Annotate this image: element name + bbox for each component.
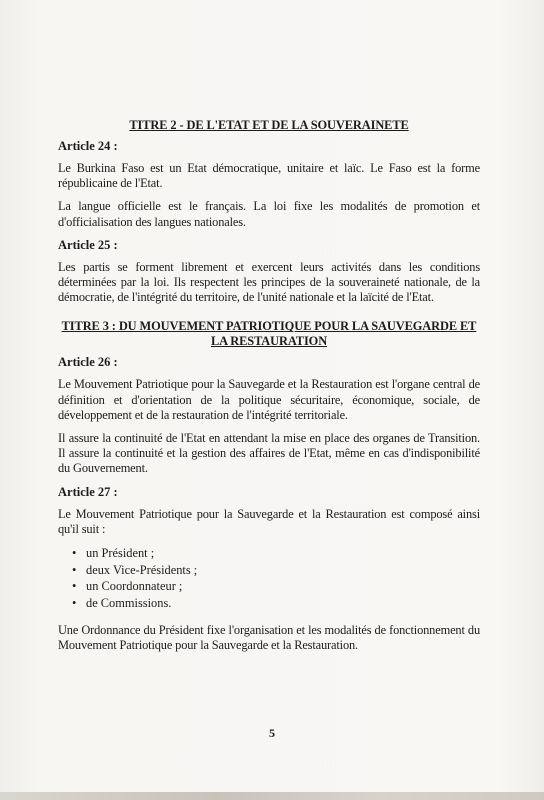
list-item: • deux Vice-Présidents ; [72, 562, 198, 577]
bullet-icon: • [72, 595, 77, 610]
article-25-label: Article 25 : [58, 237, 118, 252]
article-26-paragraph-1: Le Mouvement Patriotique pour la Sauvegarde et la Restauration est l'organe central de définition et d'orientation de la politique sécuritaire, économique, sociale, de développement et de la restauration de l'intégrité territoriale. [58, 377, 480, 422]
bullet-icon: • [72, 579, 77, 594]
title-2-heading: TITRE 2 - DE L'ETAT ET DE LA SOUVERAINETE [129, 118, 409, 132]
article-24-paragraph-1: Le Burkina Faso est un Etat démocratique, unitaire et laïc. Le Faso est la forme républicaine de l'Etat. [58, 161, 480, 191]
list-item: • un Président ; [72, 546, 155, 561]
article-27-paragraph-2: Une Ordonnance du Président fixe l'organisation et les modalités de fonctionnement du Mouvement Patriotique pour la Sauvegarde et la Restauration. [58, 623, 480, 653]
article-27-paragraph-1: Le Mouvement Patriotique pour la Sauvegarde et la Restauration est composé ainsi qu'il suit : [58, 506, 480, 536]
list-item: • un Coordonnateur ; [72, 579, 183, 594]
bullet-icon: • [72, 546, 77, 561]
article-25-paragraph-1: Les partis se forment librement et exercent leurs activités dans les conditions déterminées par la loi. Ils respectent les principes de la souveraineté nationale, de la démocratie, de l'intégrité du territoire, de l'unité nationale et la laïcité de l'Etat. [58, 259, 480, 305]
article-24-label: Article 24 : [58, 139, 118, 153]
bullet-icon: • [72, 562, 77, 577]
article-24-paragraph-2: La langue officielle est le français. La loi fixe les modalités de promotion et d'officialisation des langues nationales. [58, 199, 480, 229]
title-3-heading: TITRE 3 : DU MOUVEMENT PATRIOTIQUE POUR LA SAUVEGARDE ET LA RESTAURATION [61, 319, 477, 349]
article-27-member-list [58, 545, 480, 611]
list-item: • de Commissions. [72, 595, 172, 610]
page-number: 5 [269, 726, 275, 740]
article-26-paragraph-2: Il assure la continuité de l'Etat en attendant la mise en place des organes de Transition. Il assure la continuité et la gestion des affaires de l'Etat, même en cas d'indisponibilité du Gouvernement. [58, 431, 480, 476]
article-26-label: Article 26 : [58, 355, 118, 370]
page-bottom-edge [0, 792, 544, 800]
article-27-label: Article 27 : [58, 484, 118, 499]
document-body [58, 118, 480, 661]
